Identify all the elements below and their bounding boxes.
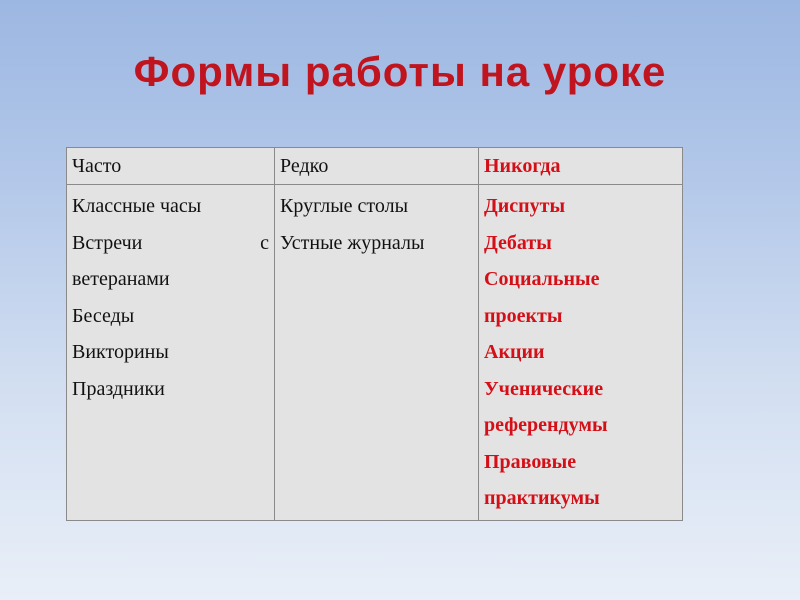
cell-often [67,185,275,521]
cell-never [479,185,683,521]
rarely-item-round-tables: Круглые столы [280,195,409,217]
table-body-row [67,185,683,521]
never-item-social: Социальные [484,268,600,290]
never-item-legal: Правовые [484,450,577,473]
header-often: Часто [67,148,275,185]
work-forms-table [66,147,683,521]
often-item-meetings-word2: с [260,231,269,254]
never-item-actions: Акции [484,341,545,363]
never-item-legal-cont: практикумы [484,487,600,509]
often-item-quizzes: Викторины [72,341,169,363]
header-never: Никогда [479,148,683,185]
never-item-social-cont: проекты [484,304,563,327]
often-item-class-hours: Классные часы [72,195,202,217]
never-item-student-cont: референдумы [484,414,608,436]
often-item-talks: Беседы [72,304,135,327]
never-item-student: Ученические [484,377,604,400]
never-item-debates: Дебаты [484,231,552,254]
often-item-meetings-word1: Встречи [72,231,143,254]
cell-rarely [275,185,479,521]
header-rarely: Редко [275,148,479,185]
often-item-meetings-cont: ветеранами [72,268,170,290]
never-item-disputes: Диспуты [484,195,566,217]
often-item-meetings [72,225,269,262]
table-header-row [67,148,683,185]
slide-title: Формы работы на уроке [133,48,667,95]
often-item-holidays: Праздники [72,377,165,400]
rarely-item-oral-journals: Устные журналы [280,231,425,254]
